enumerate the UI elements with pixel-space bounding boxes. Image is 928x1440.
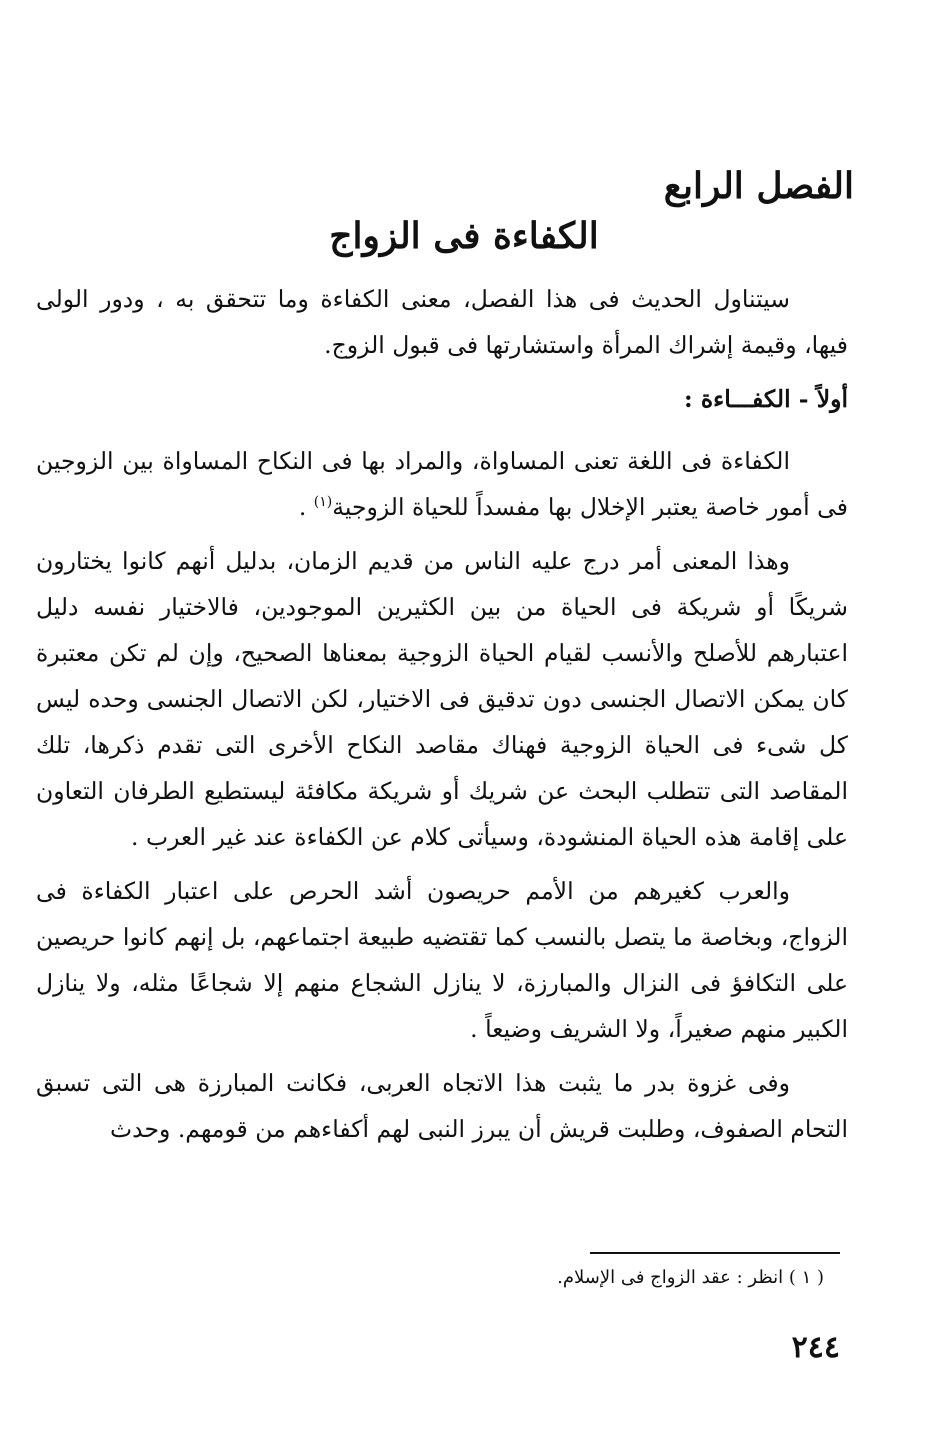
paragraph-history: وهذا المعنى أمر درج عليه الناس من قديم الزمان، بدليل أنهم كانوا يختارون شريكًا أو شريكة فى الحياة من بين الكثيرين الموجودين، فالاختيار نفسه دليل اعتبارهم للأصلح والأنسب لقيام الحياة الزوجية بمعناها الصحيح، وإن لم تكن معتبرة كان يمكن الاتصال الجنسى دون تدقيق فى الاختيار، لكن الاتصال الجنسى وحده ليس كل شىء فى الحياة الزوجية فهناك مقاصد النكاح الأخرى التى تقدم ذكرها، تلك المقاصد التى تتطلب البحث عن شريك أو شريكة مكافئة ليستطيع الطرفان التعاون على إقامة هذه الحياة المنشودة، وسيأتى كلام عن الكفاءة عند غير العرب . [36,547,848,851]
footnote: ( ١ ) انظر : عقد الزواج فى الإسلام. [557,1267,824,1288]
footnote-reference[interactable]: (١) [313,494,333,511]
paragraph-definition-text: الكفاءة فى اللغة تعنى المساواة، والمراد بها فى النكاح المساواة بين الزوجين فى أمور خاصة يعتبر الإخلال بها مفسداً للحياة الزوجية [36,447,848,521]
chapter-title: الكفاءة فى الزواج [329,215,599,257]
intro-paragraph: سيتناول الحديث فى هذا الفصل، معنى الكفاءة وما تتحقق به ، ودور الولى فيها، وقيمة إشراك المرأة واستشارتها فى قبول الزوج. [36,285,848,359]
paragraph-definition [36,438,848,530]
footnote-divider [590,1252,840,1254]
section-heading: أولاً - الكفـــاءة : [684,385,848,413]
paragraph-badr: وفى غزوة بدر ما يثبت هذا الاتجاه العربى، فكانت المبارزة هى التى تسبق التحام الصفوف، وطلبت قريش أن يبرز النبى لهم أكفاءهم من قومهم. وحدث [36,1069,848,1143]
paragraph-arabs: والعرب كغيرهم من الأمم حريصون أشد الحرص على اعتبار الكفاءة فى الزواج، وبخاصة ما يتصل بالنسب كما تقتضيه طبيعة اجتماعهم، بل إنهم كانوا حريصين على التكافؤ فى النزال والمبارزة، لا ينازل الشجاع منهم إلا شجاعًا مثله، ولا ينازل الكبير منهم صغيراً، ولا الشريف وضيعاً . [36,877,848,1043]
chapter-label: الفصل الرابع [663,165,854,207]
page-number: ٢٤٤ [791,1330,840,1365]
body-text [36,276,848,1160]
paragraph-definition-end: . [298,493,307,521]
